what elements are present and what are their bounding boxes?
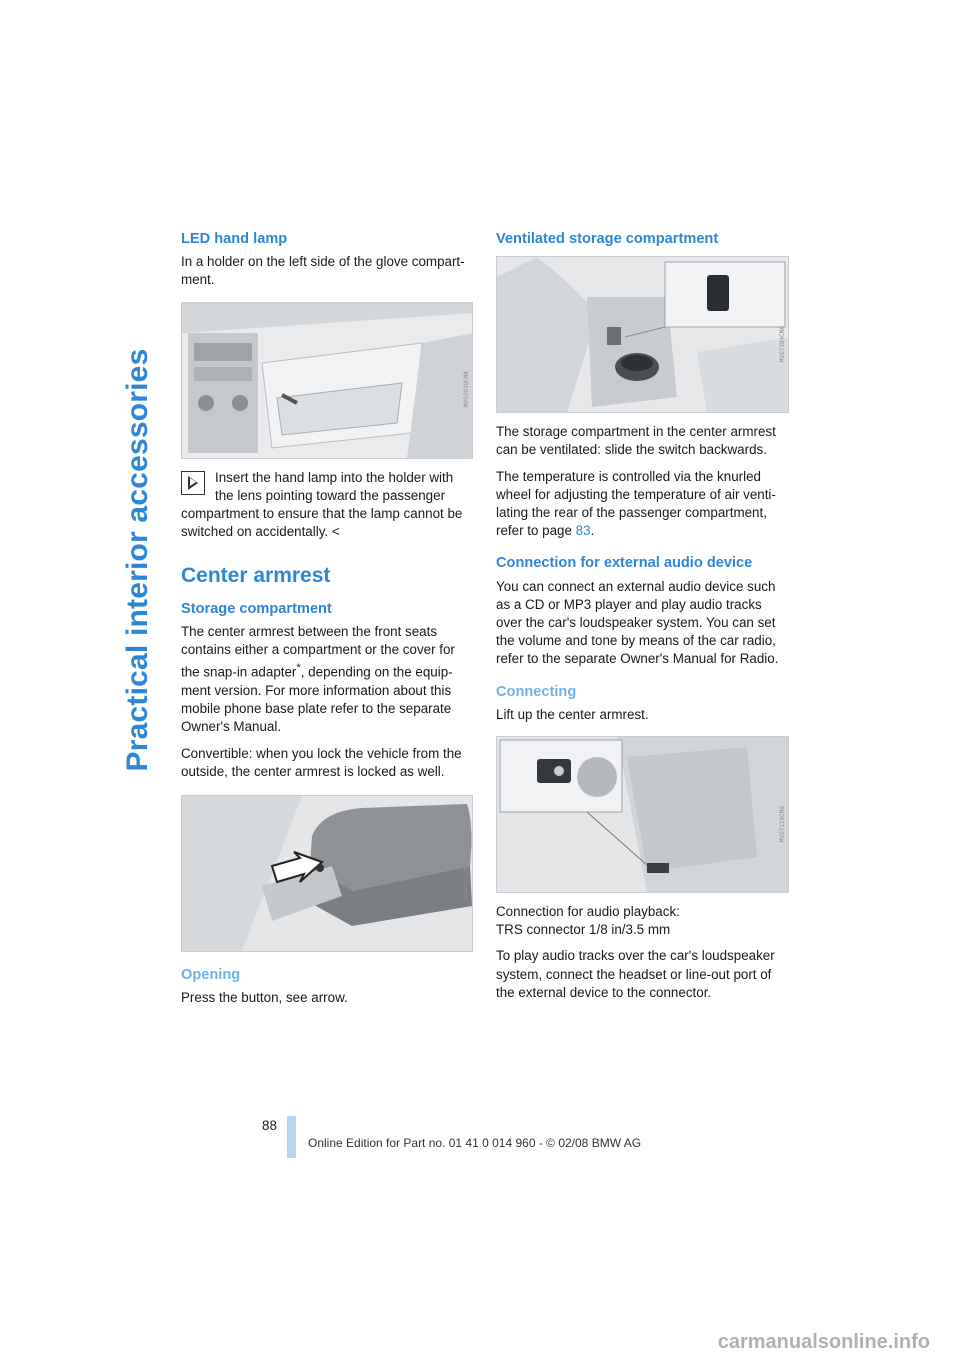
- storage-compartment-heading: Storage compartment: [181, 600, 332, 617]
- connection-text-2: To play audio tracks over the car's loudspeaker system, connect the headset or line-out port of the external device to the connector.: [496, 948, 775, 1000]
- storage-text-2: Convertible: when you lock the vehicle from the outside, the center armrest is locked as well.: [181, 745, 462, 779]
- ventilated-compartment-illustration: [497, 257, 789, 412]
- audio-connection-text: You can connect an external audio device such as a CD or MP3 player and play audio tracks over the car's loudspeaker system. You can set the volume and tone by means of the car radio, refer to the separate Owner's Manual for Radio.: [496, 578, 779, 667]
- ventilated-text-2: [496, 468, 789, 541]
- ventilated-text-1: The storage compartment in the center armrest can be ventilated: slide the switch backwards.: [496, 424, 776, 458]
- image-code: MV07384CMA: [778, 325, 786, 362]
- led-lamp-text: In a holder on the left side of the glove compart-ment.: [181, 254, 465, 288]
- audio-connection-heading: Connection for external audio device: [496, 555, 753, 572]
- audio-connector-illustration: [497, 737, 789, 892]
- glove-compartment-illustration: [182, 303, 473, 458]
- storage-text-1a: The center armrest between the front seats contains either a compartment or the cover for the snap-in adapter: [181, 623, 455, 680]
- page-reference-link[interactable]: 83: [575, 523, 591, 539]
- image-code: MV07116CMA: [778, 805, 786, 842]
- glove-compartment-photo: [181, 302, 473, 459]
- optional-equipment-star: *: [296, 662, 301, 675]
- storage-text-1: [181, 623, 473, 737]
- ventilated-text-2b: .: [590, 523, 595, 539]
- note-block: [181, 469, 473, 542]
- left-column: [181, 230, 473, 1015]
- note-text: Insert the hand lamp into the holder with the lens pointing toward the passenger compartment to ensure that the lamp cannot be switched on accidentally.: [181, 469, 463, 540]
- audio-connector-photo: [496, 736, 789, 893]
- page-number: 88: [262, 1118, 277, 1133]
- right-column: [496, 230, 789, 1010]
- connection-line-1: Connection for audio playback:: [496, 904, 680, 920]
- connecting-heading: Connecting: [496, 683, 577, 700]
- opening-heading: Opening: [181, 966, 241, 983]
- connection-line-2: TRS connector 1/8 in/3.5 mm: [496, 922, 671, 938]
- edition-text: Online Edition for Part no. 01 41 0 014 960 - © 02/08 BMW AG: [308, 1136, 642, 1150]
- image-code: MV02030CMA: [462, 371, 470, 408]
- storage-text-1b: , depending on the equip-ment version. For more information about this mobile phone base plate refer to the separate Owner's Manual.: [181, 664, 453, 735]
- ventilated-compartment-photo: [496, 256, 789, 413]
- footer-accent-bar: [287, 1116, 296, 1158]
- site-watermark: carmanualsonline.info: [717, 1331, 930, 1353]
- image-code: MV07385CMA: [462, 864, 470, 901]
- opening-text: Press the button, see arrow.: [181, 990, 348, 1006]
- armrest-photo: [181, 795, 473, 952]
- note-arrow-icon: [181, 471, 205, 495]
- connecting-text: Lift up the center armrest.: [496, 706, 649, 722]
- ventilated-compartment-heading: Ventilated storage compartment: [496, 231, 719, 247]
- center-armrest-heading: Center armrest: [181, 564, 331, 588]
- side-title-text: Practical interior accessories: [121, 348, 154, 772]
- ventilated-text-2a: The temperature is controlled via the knurled wheel for adjusting the temperature of air venti-lating the rear of the passenger compartment, refer to page: [496, 468, 776, 539]
- led-lamp-heading: LED hand lamp: [181, 231, 288, 247]
- section-side-title: [118, 230, 158, 890]
- note-end-mark: <: [331, 524, 340, 540]
- armrest-illustration: [182, 796, 473, 951]
